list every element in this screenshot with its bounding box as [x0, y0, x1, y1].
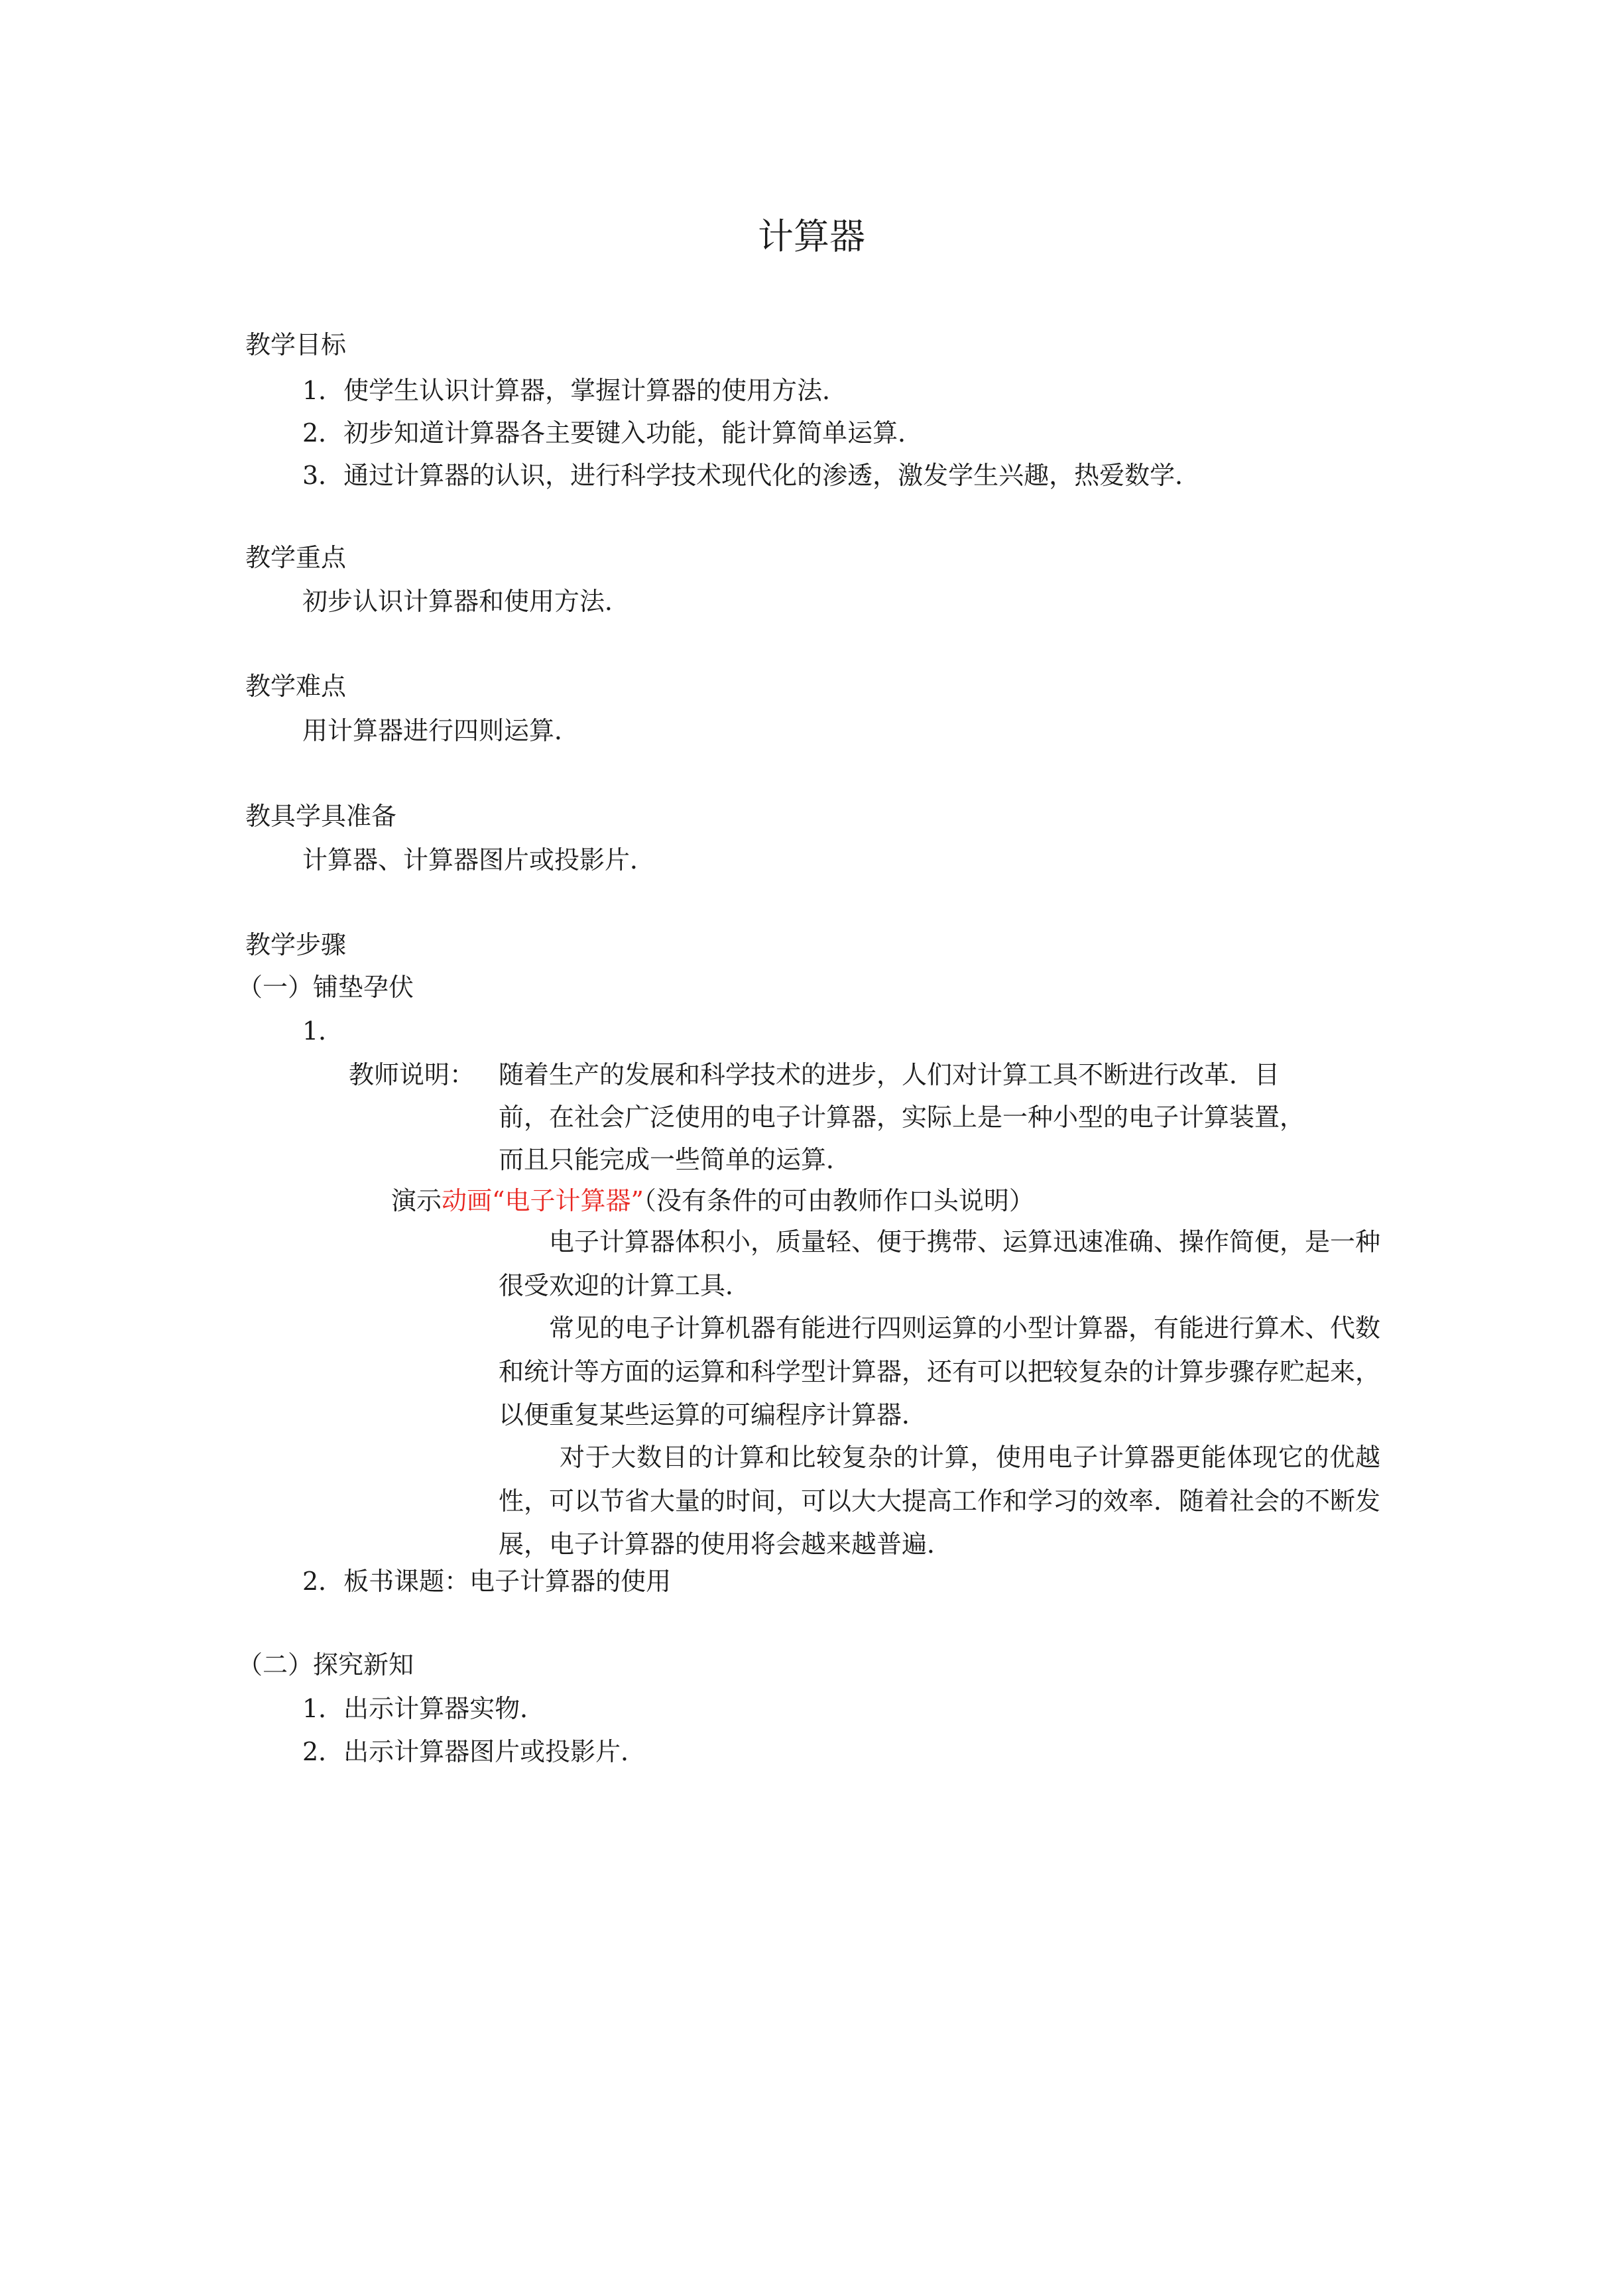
- paragraph: 对于大数目的计算和比较复杂的计算，使用电子计算器更能体现它的优越性，可以节省大量的时间，可以大大提高工作和学习的效率．随着社会的不断发展，电子计算器的使用将会越来越普遍．: [499, 1443, 1381, 1559]
- key-points-text: 初步认识计算器和使用方法．: [302, 587, 631, 616]
- key-points-heading: 教学重点: [245, 543, 347, 572]
- demo-animation-link[interactable]: 动画“电子计算器”: [442, 1186, 644, 1215]
- teacher-line: 随着生产的发展和科学技术的进步，人们对计算工具不断进行改革．目: [499, 1060, 1280, 1089]
- part2-heading: （二）探究新知: [237, 1650, 414, 1679]
- demo-prefix: 演示: [391, 1186, 442, 1215]
- difficulties-heading: 教学难点: [245, 672, 347, 701]
- steps-heading: 教学步骤: [245, 930, 347, 959]
- materials-text: 计算器、计算器图片或投影片．: [302, 845, 656, 875]
- demo-line: [391, 1184, 1034, 1217]
- part1-item2: 2．板书课题：电子计算器的使用: [302, 1567, 672, 1596]
- teacher-line: 前，在社会广泛使用的电子计算器，实际上是一种小型的电子计算装置，: [499, 1103, 1305, 1132]
- part2-item: 1．出示计算器实物．: [302, 1694, 546, 1723]
- part1-heading: （一）铺垫孕伏: [237, 973, 414, 1002]
- demo-suffix: （没有条件的可由教师作口头说明）: [643, 1186, 1034, 1215]
- materials-heading: 教具学具准备: [245, 802, 397, 831]
- objectives-heading: 教学目标: [245, 330, 347, 359]
- teacher-label: 教师说明：: [349, 1060, 475, 1089]
- objective-item: 1．使学生认识计算器，掌握计算器的使用方法．: [302, 376, 848, 405]
- teacher-line: 而且只能完成一些简单的运算．: [499, 1145, 852, 1174]
- page-title: 计算器: [758, 215, 865, 257]
- objective-item: 3．通过计算器的认识，进行科学技术现代化的渗透，激发学生兴趣，热爱数学．: [302, 461, 1201, 490]
- paragraph: 电子计算器体积小，质量轻、便于携带、运算迅速准确、操作简便，是一种很受欢迎的计算工具．: [499, 1227, 1381, 1300]
- part2-item: 2．出示计算器图片或投影片．: [302, 1737, 646, 1766]
- paragraph: 常见的电子计算机器有能进行四则运算的小型计算器，有能进行算术、代数和统计等方面的运算和科学型计算器，还有可以把较复杂的计算步骤存贮起来，以便重复某些运算的可编程序计算器．: [499, 1313, 1381, 1429]
- part1-item1-number: 1．: [302, 1016, 344, 1046]
- objective-item: 2．初步知道计算器各主要键入功能，能计算简单运算．: [302, 418, 924, 448]
- difficulties-text: 用计算器进行四则运算．: [302, 716, 580, 745]
